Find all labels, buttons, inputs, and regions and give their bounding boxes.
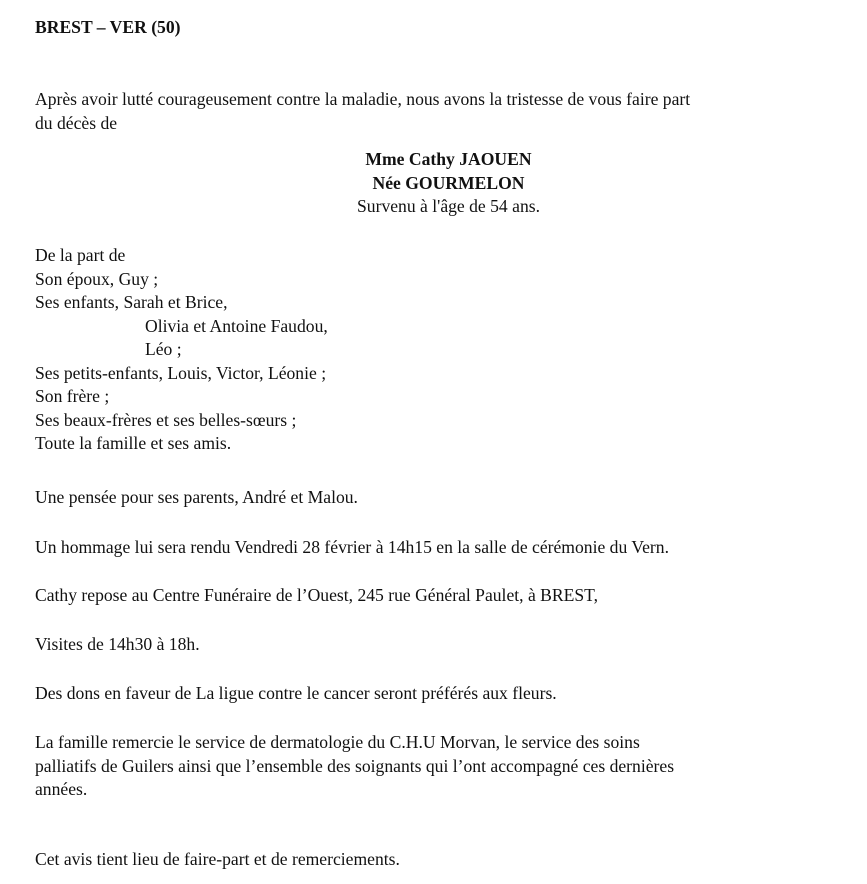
donations-paragraph: Des dons en faveur de La ligue contre le cancer seront préférés aux fleurs. bbox=[35, 683, 557, 703]
family-line: Son frère ; bbox=[35, 386, 110, 406]
deceased-name: Mme Cathy JAOUEN bbox=[365, 149, 532, 169]
family-line: Son époux, Guy ; bbox=[35, 268, 159, 289]
family-list bbox=[35, 244, 847, 456]
closing-paragraph: Cet avis tient lieu de faire-part et de remerciements. bbox=[35, 849, 400, 869]
rest-paragraph: Cathy repose au Centre Funéraire de l’Ouest, 245 rue Général Paulet, à BREST, bbox=[35, 585, 598, 605]
family-line: Ses beaux-frères et ses belles-sœurs ; bbox=[35, 409, 297, 430]
tribute-paragraph: Un hommage lui sera rendu Vendredi 28 février à 14h15 en la salle de cérémonie du Vern. bbox=[35, 537, 669, 557]
thanks-line: années. bbox=[35, 779, 88, 799]
family-header: De la part de bbox=[35, 245, 126, 265]
deceased-maiden-name: Née GOURMELON bbox=[372, 172, 525, 193]
family-line: Toute la famille et ses amis. bbox=[35, 433, 232, 453]
thought-paragraph: Une pensée pour ses parents, André et Malou. bbox=[35, 487, 358, 507]
deceased-block bbox=[0, 148, 867, 219]
thanks-line: palliatifs de Guilers ainsi que l’ensemble des soignants qui l’ont accompagné ces dernières bbox=[35, 755, 675, 776]
document-title: BREST – VER (50) bbox=[35, 17, 181, 37]
deceased-age: Survenu à l'âge de 54 ans. bbox=[357, 196, 540, 216]
intro-line: du décès de bbox=[35, 112, 118, 133]
family-line: Léo ; bbox=[145, 339, 182, 359]
family-line: Olivia et Antoine Faudou, bbox=[145, 315, 328, 336]
family-line: Ses petits-enfants, Louis, Victor, Léonie ; bbox=[35, 362, 327, 383]
thanks-line: La famille remercie le service de dermatologie du C.H.U Morvan, le service des soins bbox=[35, 732, 640, 752]
intro-line: Après avoir lutté courageusement contre la maladie, nous avons la tristesse de vous faire part bbox=[35, 89, 691, 109]
family-line: Ses enfants, Sarah et Brice, bbox=[35, 292, 228, 312]
intro-paragraph bbox=[35, 88, 847, 135]
thanks-paragraph bbox=[35, 731, 847, 802]
visits-paragraph: Visites de 14h30 à 18h. bbox=[35, 634, 200, 654]
